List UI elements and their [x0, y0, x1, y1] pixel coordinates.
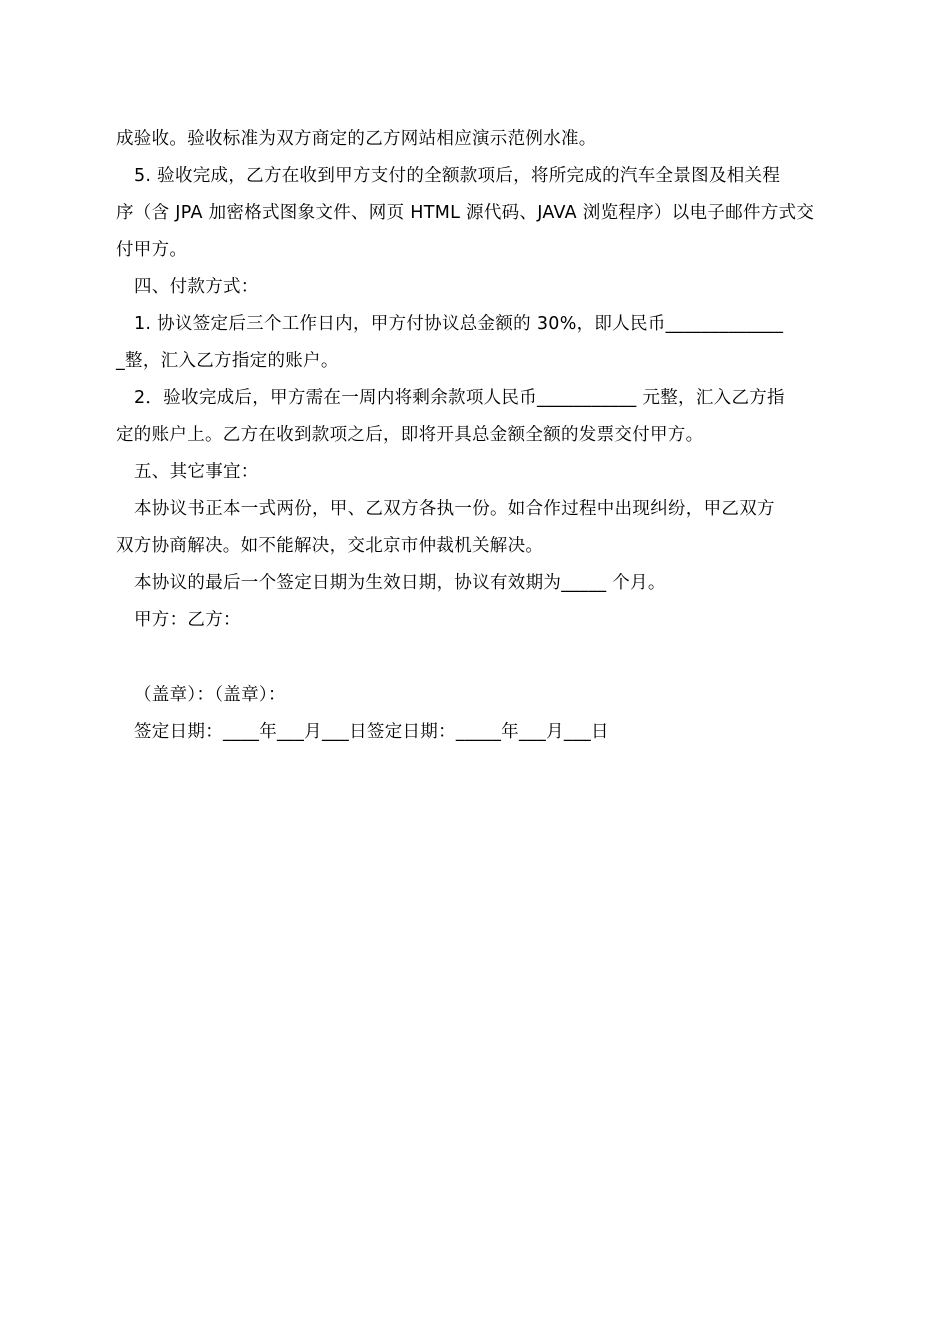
document-body [116, 121, 838, 751]
section-heading-payment: 四、付款方式： [134, 277, 259, 297]
paragraph-line: 本协议书正本一式两份，甲、乙双方各执一份。如合作过程中出现纠纷，甲乙双方 [134, 499, 775, 519]
section-heading-other: 五、其它事宜： [134, 462, 259, 482]
blank-space [116, 639, 838, 677]
paragraph-line: 本协议的最后一个签定日期为生效日期，协议有效期为_____ 个月。 [134, 573, 666, 593]
paragraph-line: 5. 验收完成，乙方在收到甲方支付的全额款项后，将所完成的汽车全景图及相关程 [134, 166, 781, 186]
paragraph-line: _整，汇入乙方指定的账户。 [116, 351, 339, 371]
paragraph-line: 序（含 JPA 加密格式图象文件、网页 HTML 源代码、JAVA 浏览程序）以电子邮件方式交 [116, 203, 815, 223]
parties-line: 甲方：乙方： [134, 610, 241, 630]
seal-line: （盖章）：（盖章）： [134, 685, 286, 705]
paragraph-line: 付甲方。 [116, 240, 188, 260]
paragraph-line: 定的账户上。乙方在收到款项之后，即将开具总金额全额的发票交付甲方。 [116, 425, 704, 445]
signing-date-line: 签定日期：____年___月___日签定日期：_____年___月___日 [134, 722, 609, 742]
paragraph-line: 成验收。验收标准为双方商定的乙方网站相应演示范例水准。 [116, 129, 597, 149]
paragraph-line: 2．验收完成后，甲方需在一周内将剩余款项人民币___________ 元整，汇入乙方指 [134, 388, 785, 408]
paragraph-line: 双方协商解决。如不能解决，交北京市仲裁机关解决。 [116, 536, 544, 556]
paragraph-line: 1. 协议签定后三个工作日内，甲方付协议总金额的 30%，即人民币_____________ [134, 314, 784, 334]
